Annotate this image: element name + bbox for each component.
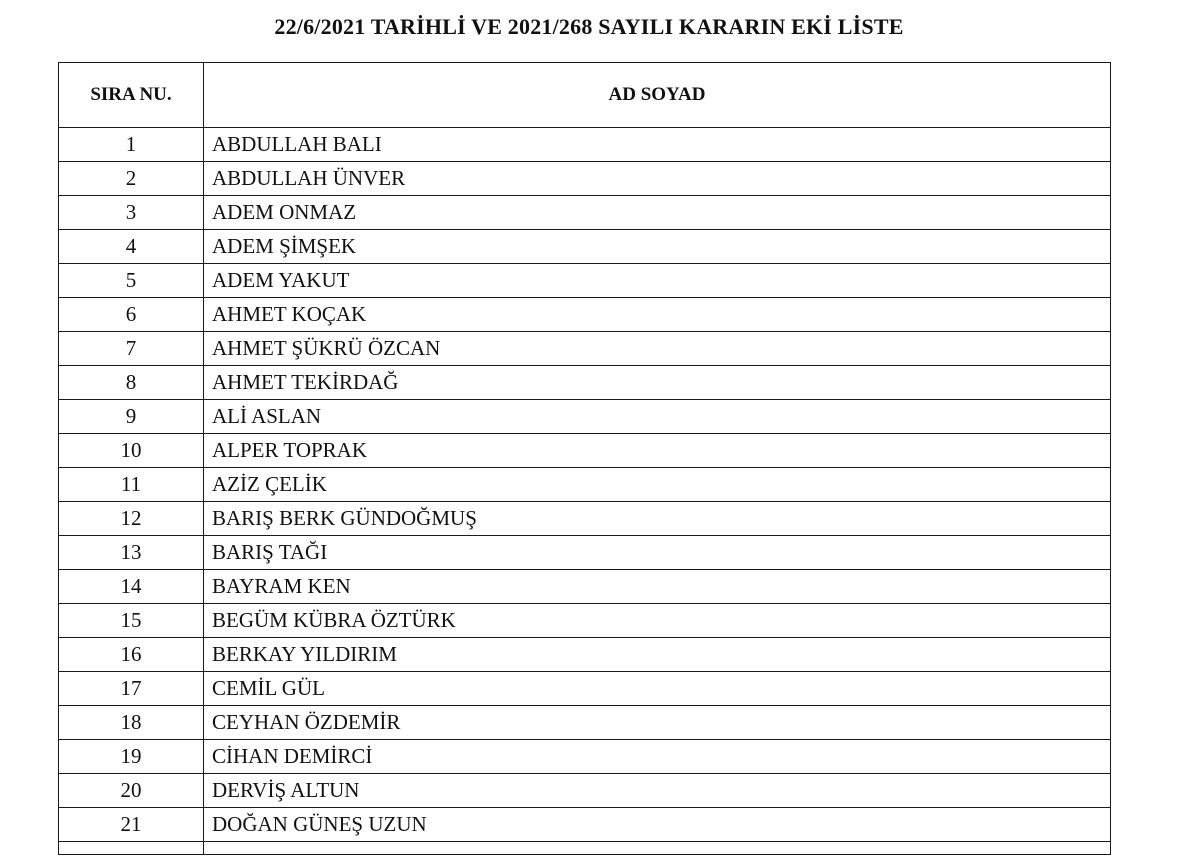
table-header-row	[59, 63, 1111, 128]
table-row	[59, 502, 1111, 536]
row-name-empty	[204, 842, 1111, 855]
table-row	[59, 604, 1111, 638]
row-number: 5	[59, 264, 204, 298]
row-number: 1	[59, 128, 204, 162]
table-row	[59, 774, 1111, 808]
table-row	[59, 366, 1111, 400]
row-number: 9	[59, 400, 204, 434]
row-name: ADEM YAKUT	[204, 264, 1111, 298]
row-number: 17	[59, 672, 204, 706]
row-name: CEYHAN ÖZDEMİR	[204, 706, 1111, 740]
row-name: ABDULLAH ÜNVER	[204, 162, 1111, 196]
row-number: 3	[59, 196, 204, 230]
table-row	[59, 298, 1111, 332]
header-ad-soyad: AD SOYAD	[204, 63, 1111, 128]
table-row	[59, 468, 1111, 502]
table-row	[59, 230, 1111, 264]
row-name: AHMET ŞÜKRÜ ÖZCAN	[204, 332, 1111, 366]
row-name: ALİ ASLAN	[204, 400, 1111, 434]
table-row	[59, 400, 1111, 434]
header-sira-nu: SIRA NU.	[59, 63, 204, 128]
row-name: DOĞAN GÜNEŞ UZUN	[204, 808, 1111, 842]
table-row	[59, 162, 1111, 196]
table-row	[59, 740, 1111, 774]
row-name: AHMET KOÇAK	[204, 298, 1111, 332]
row-name: BARIŞ BERK GÜNDOĞMUŞ	[204, 502, 1111, 536]
row-number: 4	[59, 230, 204, 264]
row-number: 21	[59, 808, 204, 842]
table-row-cut-off	[59, 842, 1111, 855]
row-number: 10	[59, 434, 204, 468]
row-number: 12	[59, 502, 204, 536]
table-row	[59, 434, 1111, 468]
table-row	[59, 264, 1111, 298]
row-name: CİHAN DEMİRCİ	[204, 740, 1111, 774]
row-number: 6	[59, 298, 204, 332]
row-name: BAYRAM KEN	[204, 570, 1111, 604]
row-number: 7	[59, 332, 204, 366]
table-row	[59, 570, 1111, 604]
row-name: DERVİŞ ALTUN	[204, 774, 1111, 808]
row-name: ADEM ONMAZ	[204, 196, 1111, 230]
table-row	[59, 672, 1111, 706]
row-number-empty	[59, 842, 204, 855]
table-row	[59, 536, 1111, 570]
row-name: ABDULLAH BALI	[204, 128, 1111, 162]
table-row	[59, 808, 1111, 842]
row-name: BERKAY YILDIRIM	[204, 638, 1111, 672]
table-row	[59, 706, 1111, 740]
row-number: 11	[59, 468, 204, 502]
table-row	[59, 196, 1111, 230]
table-row	[59, 638, 1111, 672]
row-name: ALPER TOPRAK	[204, 434, 1111, 468]
row-number: 20	[59, 774, 204, 808]
row-number: 14	[59, 570, 204, 604]
row-name: BARIŞ TAĞI	[204, 536, 1111, 570]
row-name: AHMET TEKİRDAĞ	[204, 366, 1111, 400]
page-title: 22/6/2021 TARİHLİ VE 2021/268 SAYILI KARARIN EKİ LİSTE	[274, 14, 904, 39]
table-row	[59, 128, 1111, 162]
row-name: ADEM ŞİMŞEK	[204, 230, 1111, 264]
row-number: 19	[59, 740, 204, 774]
row-number: 8	[59, 366, 204, 400]
row-name: CEMİL GÜL	[204, 672, 1111, 706]
row-number: 15	[59, 604, 204, 638]
row-name: AZİZ ÇELİK	[204, 468, 1111, 502]
row-number: 18	[59, 706, 204, 740]
row-name: BEGÜM KÜBRA ÖZTÜRK	[204, 604, 1111, 638]
row-number: 2	[59, 162, 204, 196]
row-number: 16	[59, 638, 204, 672]
table-row	[59, 332, 1111, 366]
row-number: 13	[59, 536, 204, 570]
name-list-table	[58, 62, 1111, 855]
